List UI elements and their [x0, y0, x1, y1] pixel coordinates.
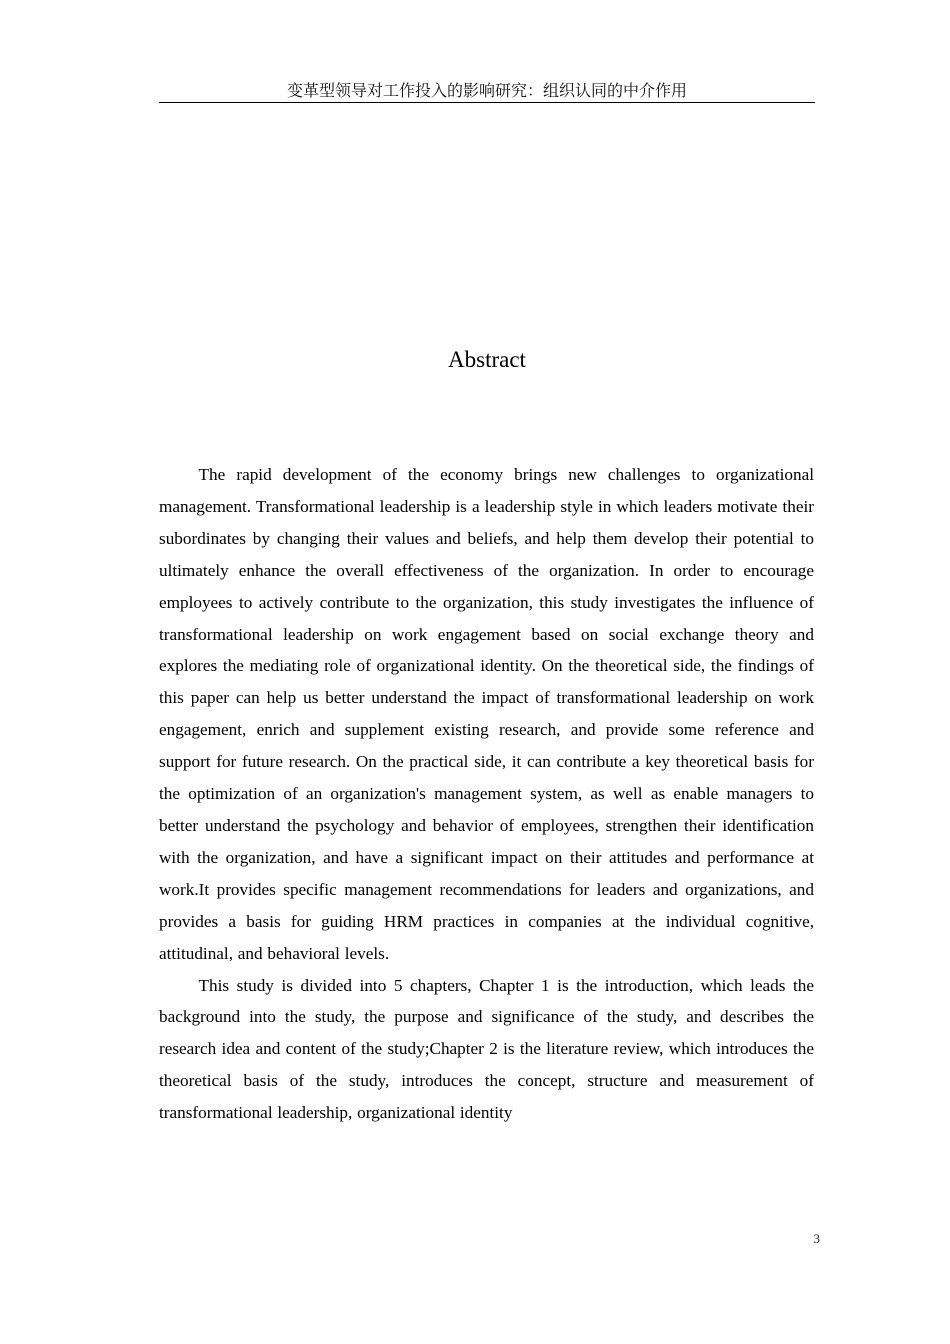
running-header: 变革型领导对工作投入的影响研究：组织认同的中介作用	[286, 83, 687, 100]
abstract-paragraph-1: The rapid development of the economy brings new challenges to organizational management. Transformational leadership is a leadership style in which leaders motivate their subordinates by changing their values and beliefs, and help them develop their potential to ultimately enhance the overall effectiveness of the organization. In order to encourage employees to actively contribute to the organization, this study investigates the influence of transformational leadership on work engagement based on social exchange theory and explores the mediating role of organizational identity. On the theoretical side, the findings of this paper can help us better understand the impact of transformational leadership on work engagement, enrich and supplement existing research, and provide some reference and support for future research. On the practical side, it can contribute a key theoretical basis for the optimization of an organization's management system, as well as enable managers to better understand the psychology and behavior of employees, strengthen their identification with the organization, and have a significant impact on their attitudes and performance at work.It provides specific management recommendations for leaders and organizations, and provides a basis for guiding HRM practices in companies at the individual cognitive, attitudinal, and behavioral levels.	[159, 465, 814, 963]
abstract-title: Abstract	[448, 347, 526, 372]
abstract-paragraph-2: This study is divided into 5 chapters, Chapter 1 is the introduction, which leads the background into the study, the purpose and significance of the study, and describes the research idea and content of the study;Chapter 2 is the literature review, which introduces the theoretical basis of the study, introduces the concept, structure and measurement of transformational leadership, organizational identity	[159, 975, 814, 1123]
header-rule	[159, 102, 815, 103]
abstract-body	[159, 459, 814, 1129]
page-number: 3	[813, 1231, 820, 1246]
